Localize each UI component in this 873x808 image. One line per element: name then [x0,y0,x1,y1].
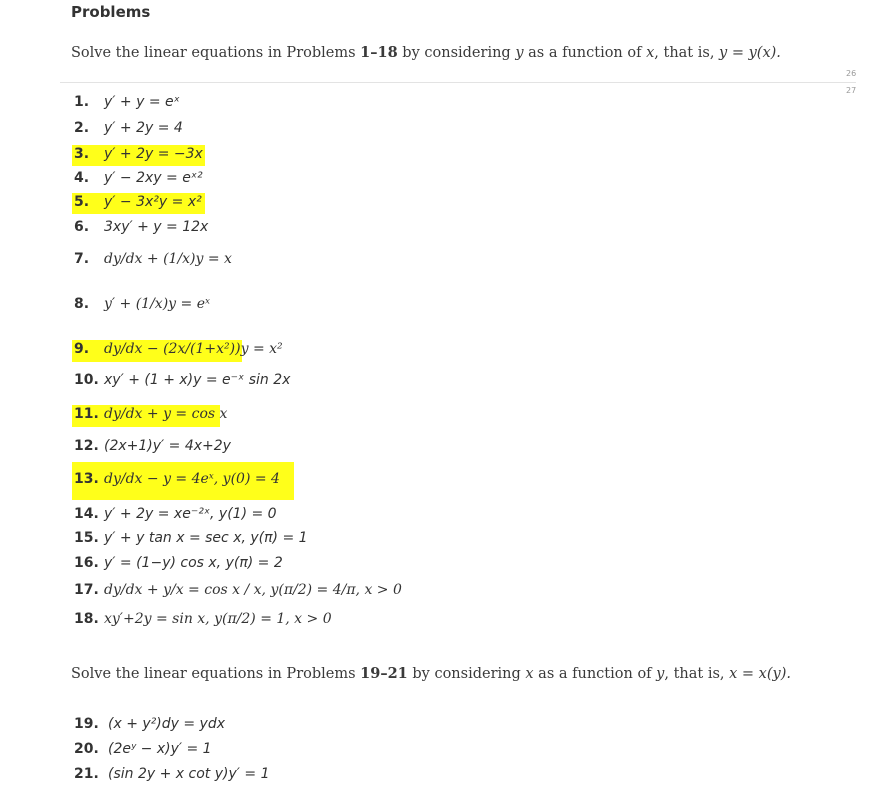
problem-number: 1. [74,94,90,110]
problem-equation: xy′ + (1 + x)y = e⁻ˣ sin 2x [104,372,291,388]
problem-item [74,506,277,522]
problem-equation: y′ − 2xy = eˣ² [104,170,203,186]
problem-item [74,146,203,162]
problem-item [74,611,332,627]
problem-equation: y′ + (1/x)y = eˣ [104,296,210,312]
problem-item [74,341,283,357]
page-number: 27 [846,86,857,95]
problem-number: 10. [74,372,99,388]
problem-item [74,766,269,782]
page-number: 26 [846,69,857,78]
problem-number: 9. [74,341,90,357]
problem-number: 7. [74,251,90,267]
problem-number: 18. [74,611,99,627]
problem-equation: (sin 2y + x cot y)y′ = 1 [108,766,270,782]
problem-number: 16. [74,555,99,571]
problem-equation: (2x+1)y′ = 4x+2y [104,438,231,454]
problem-item [74,438,231,454]
problem-equation: y′ + 2y = 4 [104,120,183,136]
problem-equation: y′ + y = eˣ [104,94,180,110]
problem-item [74,530,308,546]
problem-equation: dy/dx − (2x/(1+x²))y = x² [104,341,283,357]
page-heading: Problems [71,3,151,21]
problem-equation: y′ + 2y = −3x [104,146,203,162]
problem-number: 11. [74,406,99,422]
problem-equation: 3xy′ + y = 12x [104,219,209,235]
problem-number: 6. [74,219,90,235]
problem-equation: dy/dx + y/x = cos x / x, y(π/2) = 4/π, x > 0 [104,582,402,598]
problem-item [74,94,180,110]
problem-number: 5. [74,194,90,210]
problem-number: 8. [74,296,90,312]
problem-equation: xy′+2y = sin x, y(π/2) = 1, x > 0 [104,611,332,627]
problem-number: 20. [74,741,99,757]
problem-equation: dy/dx + (1/x)y = x [104,251,232,267]
problem-item [74,251,232,267]
problem-item [74,194,202,210]
problem-item [74,471,280,487]
problem-equation: y′ + 2y = xe⁻²ˣ, y(1) = 0 [104,506,277,522]
problem-number: 12. [74,438,99,454]
problem-equation: (x + y²)dy = ydx [108,716,225,732]
problem-item [74,170,203,186]
problem-item [74,406,227,422]
problem-equation: y′ − 3x²y = x² [104,194,202,210]
intro-paragraph-2: Solve the linear equations in Problems 19–21 by considering x as a function of y, that is, x = x(y). [71,665,791,682]
problem-number: 15. [74,530,99,546]
problem-equation: dy/dx + y = cos x [104,406,228,422]
problem-number: 21. [74,766,99,782]
problem-item [74,120,183,136]
problem-number: 4. [74,170,90,186]
problem-number: 13. [74,471,99,487]
problem-equation: y′ + y tan x = sec x, y(π) = 1 [104,530,308,546]
problem-item [74,582,402,598]
problem-item [74,372,290,388]
problem-item [74,741,212,757]
problem-item [74,296,210,312]
problem-item [74,716,225,732]
problem-equation: dy/dx − y = 4eˣ, y(0) = 4 [104,471,280,487]
problem-number: 14. [74,506,99,522]
problem-number: 3. [74,146,90,162]
problem-number: 17. [74,582,99,598]
intro-paragraph-1: Solve the linear equations in Problems 1–18 by considering y as a function of x, that is, y = y(x). [71,44,781,61]
problem-equation: y′ = (1−y) cos x, y(π) = 2 [104,555,283,571]
problem-item [74,555,283,571]
divider [60,82,856,83]
problem-item [74,219,208,235]
problem-number: 2. [74,120,90,136]
problem-equation: (2eʸ − x)y′ = 1 [108,741,212,757]
problem-number: 19. [74,716,99,732]
